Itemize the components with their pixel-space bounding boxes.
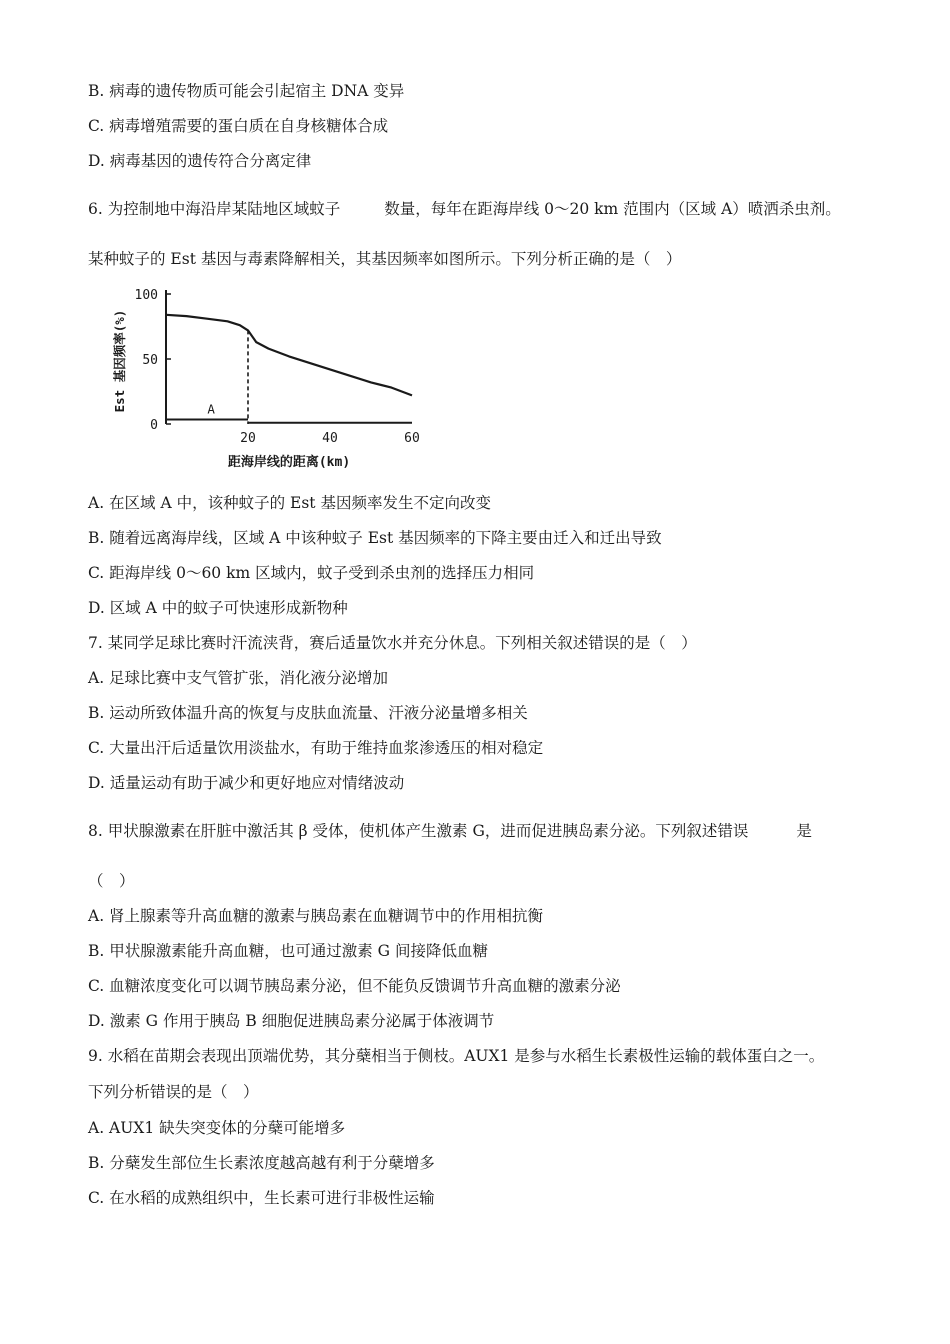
q8-option-b: B. 甲状腺激素能升高血糖，也可通过激素 G 间接降低血糖: [88, 942, 488, 960]
q8-option-c: C. 血糖浓度变化可以调节胰岛素分泌，但不能负反馈调节升高血糖的激素分泌: [88, 977, 621, 995]
x-axis-label: 距海岸线的距离(km): [227, 455, 351, 470]
q8-option-a: A. 肾上腺素等升高血糖的激素与胰岛素在血糖调节中的作用相抗衡: [88, 907, 544, 925]
q9-stem: 9. 水稻在苗期会表现出顶端优势，其分蘖相当于侧枝。AUX1 是参与水稻生长素极性运输的载体蛋白之一。: [88, 1047, 825, 1065]
q7-option-d: D. 适量运动有助于减少和更好地应对情绪波动: [88, 774, 405, 792]
q6-option-b: B. 随着远离海岸线，区域 A 中该种蚊子 Est 基因频率的下降主要由迁入和迁出导致: [88, 529, 662, 547]
q6-option-c: C. 距海岸线 0～60 km 区域内，蚊子受到杀虫剂的选择压力相同: [88, 564, 535, 582]
q5-option-c: C. 病毒增殖需要的蛋白质在自身核糖体合成: [88, 117, 389, 135]
y-tick-label: 0: [150, 418, 158, 433]
y-tick-label: 100: [134, 288, 158, 303]
q7-option-c: C. 大量出汗后适量饮用淡盐水，有助于维持血浆渗透压的相对稳定: [88, 739, 544, 757]
region-a-label: A: [207, 401, 215, 417]
chart-svg: [108, 282, 428, 477]
est-gene-frequency-chart: [108, 282, 428, 477]
y-tick-label: 50: [142, 353, 158, 368]
q6-stem-part-1: 6. 为控制地中海沿岸某陆地区域蚊子: [88, 200, 341, 218]
q8-answer-paren: （ ）: [88, 872, 135, 890]
q6-stem-part-2: 数量，每年在距海岸线 0～20 km 范围内（区域 A）喷洒杀虫剂。: [384, 200, 841, 218]
q9-option-b: B. 分蘖发生部位生长素浓度越高越有利于分蘖增多: [88, 1154, 435, 1172]
x-tick-label: 60: [404, 431, 420, 446]
q7-stem: 7. 某同学足球比赛时汗流浃背，赛后适量饮水并充分休息。下列相关叙述错误的是（ ）: [88, 634, 697, 652]
y-axis-label: Est 基因频率(%): [112, 309, 127, 413]
q8-option-d: D. 激素 G 作用于胰岛 B 细胞促进胰岛素分泌属于体液调节: [88, 1012, 495, 1030]
q5-option-b: B. 病毒的遗传物质可能会引起宿主 DNA 变异: [88, 82, 405, 100]
q5-option-d: D. 病毒基因的遗传符合分离定律: [88, 152, 312, 170]
q6-option-a: A. 在区域 A 中，该种蚊子的 Est 基因频率发生不定向改变: [88, 494, 491, 512]
q6-stem-line-2: 某种蚊子的 Est 基因与毒素降解相关，其基因频率如图所示。下列分析正确的是（ ）: [88, 250, 682, 268]
q6-option-d: D. 区域 A 中的蚊子可快速形成新物种: [88, 599, 348, 617]
q9-option-c: C. 在水稻的成熟组织中，生长素可进行非极性运输: [88, 1189, 435, 1207]
q7-option-a: A. 足球比赛中支气管扩张，消化液分泌增加: [88, 669, 389, 687]
x-tick-label: 20: [240, 431, 256, 446]
x-tick-label: 40: [322, 431, 338, 446]
est-frequency-line: [166, 315, 412, 396]
q6-stem-line-1: [88, 198, 841, 220]
q9-option-a: A. AUX1 缺失突变体的分蘖可能增多: [88, 1119, 346, 1137]
q8-stem-part-1: 8. 甲状腺激素在肝脏中激活其 β 受体，使机体产生激素 G，进而促进胰岛素分泌。下列叙述错误: [88, 822, 749, 840]
q9-stem-cont: 下列分析错误的是（ ）: [88, 1083, 259, 1101]
q7-option-b: B. 运动所致体温升高的恢复与皮肤血流量、汗液分泌量增多相关: [88, 704, 528, 722]
q8-stem-part-2: 是: [796, 822, 812, 840]
q8-stem: [88, 820, 812, 842]
